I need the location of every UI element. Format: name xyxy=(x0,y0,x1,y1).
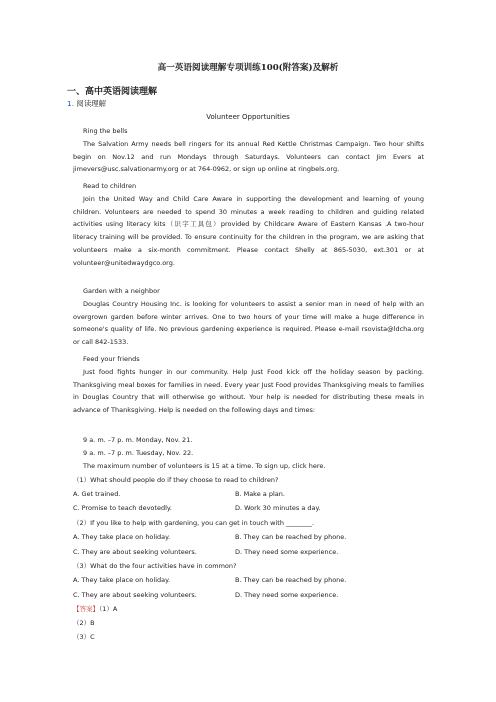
passage-item-heading: Feed your friends xyxy=(83,355,140,363)
passage-item-heading: Ring the bells xyxy=(83,127,128,135)
option: C. Promise to teach devotedly. xyxy=(73,504,172,512)
question-number: 1. xyxy=(67,99,75,108)
answer-label: 【答案】 xyxy=(73,605,99,613)
answer-value: （2）B xyxy=(73,619,95,627)
passage-item-body: Douglas Country Housing Inc. is looking for volunteers to assist a senior man in need of help with an overgrown garden before winter arrives. One to two hours of your time will make a huge difference in someone's quality of life. No previous gardening experience is required. Please e-mail rsovista@ldcha.org or call 842-1533. xyxy=(73,299,424,347)
answer-value: （1）A xyxy=(99,605,118,613)
question-stem: （1）What should people do if they choose to read to children? xyxy=(73,476,279,484)
option: B. They can be reached by phone. xyxy=(235,576,347,584)
option: D. Work 30 minutes a day. xyxy=(235,504,321,512)
option: C. They are about seeking volunteers. xyxy=(73,591,197,599)
passage-item-2 xyxy=(73,180,424,270)
option: C. They are about seeking volunteers. xyxy=(73,548,197,556)
option: A. They take place on holiday. xyxy=(73,576,171,584)
section-title: 一、高中英语阅读理解 xyxy=(67,87,158,97)
answer-line xyxy=(73,603,117,615)
passage-item-body: Just food fights hunger in our community. Help Just Food kick off the holiday season by packing. Thanksgiving meal boxes for families in need. Every year Just Food provides Thanksgiving meals to families in Douglas Country that will otherwise go without. Your help is needed for distributing these meals in advance of Thanksgiving. Help is needed on the following days and times: xyxy=(73,367,424,415)
question-header xyxy=(67,98,106,109)
schedule-line: 9 a. m. –7 p. m. Tuesday, Nov. 22. xyxy=(83,449,194,457)
passage-item-1 xyxy=(73,125,424,176)
passage-item-3 xyxy=(73,285,424,349)
option: D. They need some experience. xyxy=(235,591,339,599)
passage-item-body: The Salvation Army needs bell ringers for its annual Red Kettle Christmas Campaign. Two hour shifts begin on Nov.12 and run Mondays through Saturdays. Volunteers can contact Jim Evers at jimevers@usc.salvationarmy.org or at 764-0962, or sign up online at ringbels.org. xyxy=(73,139,424,174)
answer-value: （3）C xyxy=(73,633,95,641)
question-stem: （2）If you like to help with gardening, you can get in touch with ________. xyxy=(73,519,315,527)
passage-item-heading: Read to children xyxy=(83,182,137,190)
option: B. They can be reached by phone. xyxy=(235,533,347,541)
document-title: 高一英语阅读理解专项训练100(附答案)及解析 xyxy=(157,63,339,73)
passage-item-4 xyxy=(73,353,424,417)
passage-item-heading: Garden with a neighbor xyxy=(83,287,160,295)
option: A. They take place on holiday. xyxy=(73,533,171,541)
option: B. Make a plan. xyxy=(235,490,285,498)
option: D. They need some experience. xyxy=(235,548,339,556)
option: A. Get trained. xyxy=(73,490,121,498)
passage-title: Volunteer Opportunities xyxy=(206,113,290,121)
question-stem: （3）What do the four activities have in common? xyxy=(73,562,237,570)
question-type: 阅读理解 xyxy=(76,99,106,108)
schedule-line: 9 a. m. –7 p. m. Monday, Nov. 21. xyxy=(83,436,193,444)
passage-closing: The maximum number of volunteers is 15 at a time. To sign up, click here. xyxy=(83,462,326,470)
passage-item-body: Join the United Way and Child Care Aware in supporting the development and learning of young children. Volunteers are needed to spend 30 minutes a week reading to children and guiding related activities using literacy kits（识字工具包）provided by Childcare Aware of Eastern Kansas .A two-hour literacy training will be provided. To ensure continuity for the children in the program, we are asking that volunteers make a six-month commitment. Please contact Shelly at 865-5030, ext.301 or at volunteer@unitedwaydgco.org. xyxy=(73,194,424,267)
